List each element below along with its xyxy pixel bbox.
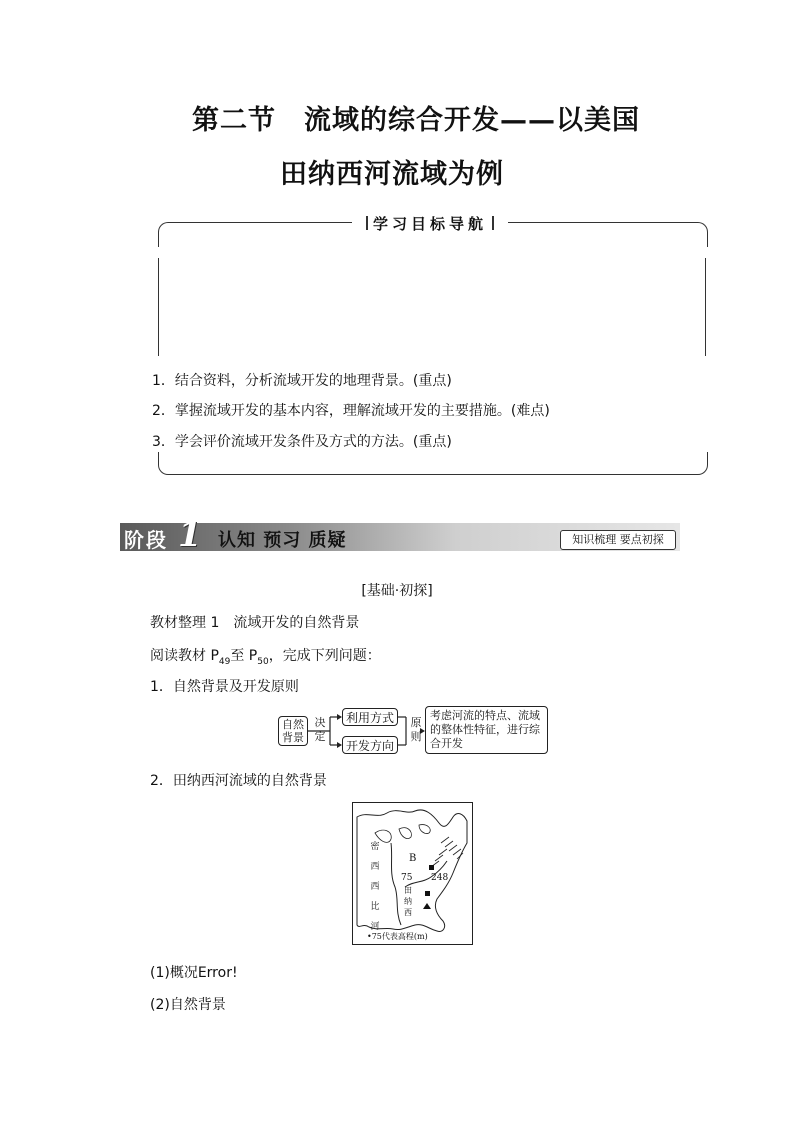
objective-item: 1．结合资料，分析流域开发的地理背景。(重点) [152, 373, 452, 389]
map-label-248: 248 [431, 873, 449, 883]
map-char: 西 [370, 882, 380, 892]
sub-item-2: (2)自然背景 [150, 997, 226, 1013]
tennessee-basin-map [352, 802, 473, 945]
flow-box-dev: 开发方向 [342, 736, 398, 754]
page-title-line2: 田纳西河流域为例 [280, 159, 504, 190]
stage-number: 1 [178, 515, 202, 555]
page-title-line1: 第二节 流域的综合开发——以美国 [192, 105, 640, 136]
header-bar-left [366, 216, 368, 230]
reading-page-end: 50 [257, 656, 269, 667]
map-char: 西 [370, 862, 380, 872]
section-label: [基础·初探] [361, 583, 433, 599]
objectives-header-text: 学习目标导航 [372, 214, 487, 233]
map-label-75: 75 [401, 873, 413, 883]
flow-box-nature: 自然背景 [278, 716, 308, 746]
stage-title: 认知 预习 质疑 [218, 530, 347, 551]
stage-tag: 知识梳理 要点初探 [560, 530, 676, 550]
map-char: 西 [404, 908, 412, 917]
sub-item-1: (1)概况Error! [150, 965, 238, 981]
item-heading-2: 2．田纳西河流域的自然背景 [150, 773, 327, 789]
reading-pre: 阅读教材 P [150, 648, 219, 664]
objective-item: 2．掌握流域开发的基本内容，理解流域开发的主要措施。(难点) [152, 403, 550, 419]
item-heading-1: 1．自然背景及开发原则 [150, 679, 299, 695]
flow-principle-char1: 原 [410, 716, 422, 729]
objective-item: 3．学会评价流域开发条件及方式的方法。(重点) [152, 434, 452, 450]
reading-page-start: 49 [218, 656, 231, 667]
map-char: 纳 [404, 897, 412, 906]
reading-instruction [150, 645, 381, 667]
map-char: 河 [370, 922, 380, 932]
map-char: 田 [404, 886, 412, 895]
header-bar-right [492, 216, 494, 230]
objectives-box-left [158, 258, 159, 356]
map-char: 比 [370, 902, 380, 912]
map-label-mississippi [369, 837, 381, 937]
material-heading: 教材整理 1 流域开发的自然背景 [150, 615, 360, 631]
stage-label: 阶段 [124, 528, 168, 552]
objectives-box-bottom [158, 452, 708, 475]
map-caption: •75代表高程(m) [367, 932, 428, 941]
flow-box-consider: 考虑河流的特点、流域的整体性特征，进行综合开发 [425, 706, 548, 754]
flow-principle-char2: 则 [410, 730, 422, 743]
map-label-b: B [409, 853, 417, 864]
reading-post: ，完成下列问题： [268, 648, 381, 664]
reading-mid: 至 P [230, 648, 258, 664]
map-label-tennessee [403, 885, 413, 918]
objectives-header [352, 210, 508, 236]
objectives-box-right [705, 258, 706, 356]
flow-decide-char1: 决 [314, 716, 326, 729]
flow-decide-char2: 定 [314, 730, 326, 743]
flow-label-principle [410, 716, 422, 744]
flow-box-use: 利用方式 [342, 708, 398, 726]
flow-label-decide [314, 716, 326, 744]
map-char: 密 [370, 842, 380, 852]
